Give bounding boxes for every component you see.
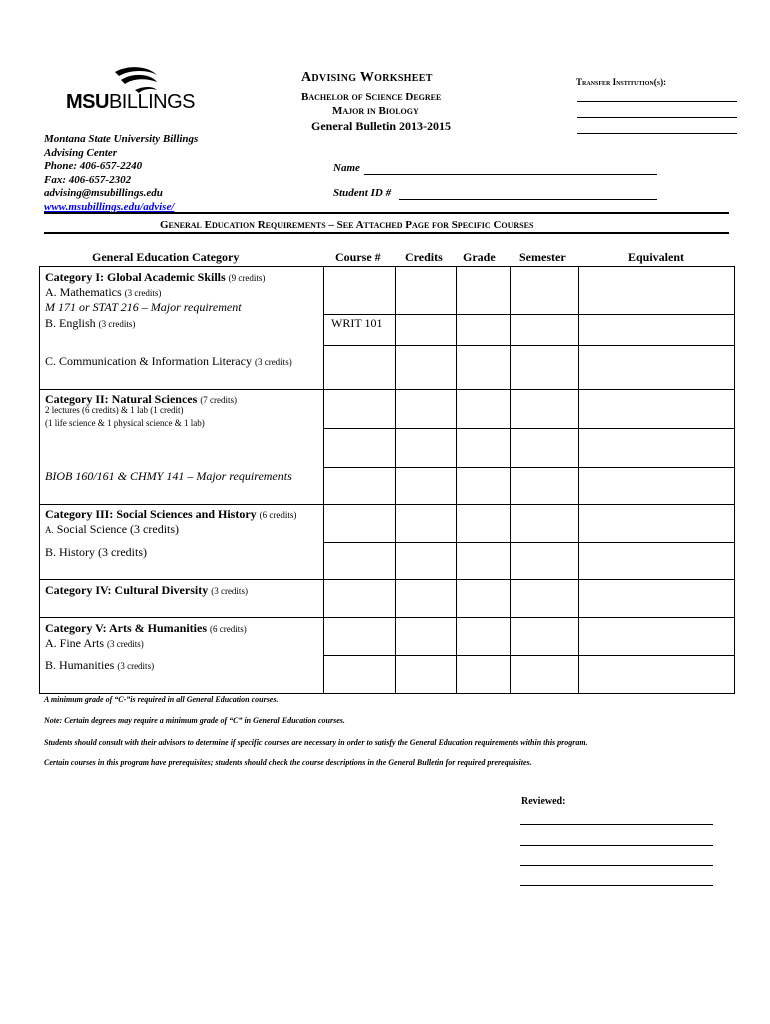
fine-arts-label: A. Fine Arts	[45, 636, 105, 650]
bulletin-subtitle: General Bulletin 2013-2015	[311, 119, 451, 133]
category-2-credits: (7 credits)	[200, 395, 238, 405]
msu-billings-logo	[66, 91, 195, 114]
category-5-title	[45, 621, 247, 636]
transfer-line-2[interactable]	[577, 117, 737, 118]
banner-top-rule	[44, 212, 729, 214]
note-consult-advisors: Students should consult with their advisors to determine if specific courses are necessary in order to satisfy the General Education requirements within this program.	[44, 738, 588, 747]
contact-phone: Phone: 406-657-2240	[44, 160, 143, 172]
contact-block	[44, 133, 198, 214]
category-1-heading: Category I: Global Academic Skills	[45, 270, 226, 284]
header-category: General Education Category	[92, 250, 240, 264]
header-equivalent: Equivalent	[628, 250, 685, 264]
row-divider	[323, 655, 735, 656]
transfer-line-1[interactable]	[577, 101, 737, 102]
math-requirement: M 171 or STAT 216 – Major requirement	[45, 300, 242, 314]
document-title: Advising Worksheet	[301, 70, 433, 85]
category-1-title	[45, 270, 265, 285]
social-science-row-label	[45, 522, 179, 537]
col-divider	[323, 266, 324, 694]
header-credits: Credits	[405, 250, 443, 264]
row-divider	[323, 467, 735, 468]
transfer-institution-label: Transfer Institution(s):	[576, 77, 667, 87]
natural-science-lectures: 2 lectures (6 credits) & 1 lab (1 credit)	[45, 405, 184, 415]
english-label: B. English	[45, 316, 96, 330]
row-divider	[323, 345, 735, 346]
banner-bottom-rule	[44, 232, 729, 234]
header-grade: Grade	[463, 250, 496, 264]
reviewed-line-4[interactable]	[520, 885, 713, 886]
category-divider	[39, 389, 735, 390]
category-4-credits: (3 credits)	[211, 586, 248, 596]
fine-arts-row-label	[45, 636, 144, 651]
natural-science-breakdown: (1 life science & 1 physical science & 1 lab)	[45, 418, 205, 428]
advising-website-link[interactable]: www.msubillings.edu/advise/	[44, 200, 175, 213]
major-subtitle: Major in Biology	[332, 105, 419, 117]
natural-science-requirement: BIOB 160/161 & CHMY 141 – Major requirements	[45, 469, 292, 483]
degree-subtitle: Bachelor of Science Degree	[301, 91, 442, 103]
col-divider	[395, 266, 396, 694]
name-label: Name	[333, 162, 360, 174]
reviewed-line-3[interactable]	[520, 865, 713, 866]
reviewed-label: Reviewed:	[521, 796, 566, 807]
category-5-heading: Category V: Arts & Humanities	[45, 621, 207, 635]
fine-arts-credits: (3 credits)	[107, 639, 144, 649]
header-semester: Semester	[519, 250, 566, 264]
communication-label: C. Communication & Information Literacy	[45, 354, 252, 368]
contact-fax: Fax: 406-657-2302	[44, 173, 132, 186]
contact-university: Montana State University Billings	[44, 133, 199, 145]
header-course: Course #	[335, 250, 381, 264]
col-divider	[510, 266, 511, 694]
logo-text-rest: BILLINGS	[108, 91, 195, 113]
student-id-field[interactable]	[399, 199, 657, 200]
humanities-row-label	[45, 658, 154, 673]
student-id-label: Student ID #	[333, 187, 392, 199]
math-row-label	[45, 285, 161, 300]
communication-credits: (3 credits)	[254, 357, 292, 367]
reviewed-line-2[interactable]	[520, 845, 713, 846]
note-minimum-grade: A minimum grade of “C-”is required in all General Education courses.	[44, 695, 279, 704]
contact-center: Advising Center	[44, 146, 118, 159]
transfer-line-3[interactable]	[577, 133, 737, 134]
social-science-label: Social Science (3 credits)	[56, 522, 180, 536]
communication-row-label	[45, 354, 292, 369]
category-2-heading: Category II: Natural Sciences	[45, 392, 198, 406]
msu-billings-logo-mark-icon	[113, 66, 159, 94]
english-credits: (3 credits)	[98, 319, 136, 329]
category-3-credits: (6 credits)	[259, 510, 297, 520]
category-divider	[39, 579, 735, 580]
gen-ed-banner: General Education Requirements – See Attached Page for Specific Courses	[160, 219, 534, 231]
category-1-credits: (9 credits)	[228, 273, 266, 283]
category-divider	[39, 617, 735, 618]
contact-email: advising@msubillings.edu	[44, 187, 163, 199]
math-label: A. Mathematics	[45, 285, 122, 299]
row-divider	[323, 428, 735, 429]
note-certain-degrees: Note: Certain degrees may require a minimum grade of “C” in General Education courses.	[44, 716, 345, 725]
category-5-credits: (6 credits)	[210, 624, 247, 634]
humanities-label: B. Humanities	[45, 658, 115, 672]
social-science-prefix: A.	[45, 525, 54, 535]
category-3-heading: Category III: Social Sciences and History	[45, 507, 257, 521]
math-credits: (3 credits)	[124, 288, 162, 298]
category-3-title	[45, 507, 296, 522]
category-divider	[39, 504, 735, 505]
logo-text-bold: MSU	[66, 91, 109, 113]
category-4-heading: Category IV: Cultural Diversity	[45, 583, 209, 597]
humanities-credits: (3 credits)	[117, 661, 155, 671]
english-course: WRIT 101	[331, 316, 383, 330]
english-row-label	[45, 316, 135, 331]
history-label: B. History (3 credits)	[45, 545, 147, 559]
note-prerequisites: Certain courses in this program have prerequisites; students should check the course descriptions in the General Bulletin for required prerequisites.	[44, 758, 532, 767]
reviewed-line-1[interactable]	[520, 824, 713, 825]
row-divider	[323, 542, 735, 543]
col-divider	[578, 266, 579, 694]
row-divider	[323, 314, 735, 315]
category-4-title	[45, 583, 248, 598]
name-field[interactable]	[364, 174, 657, 175]
col-divider	[456, 266, 457, 694]
